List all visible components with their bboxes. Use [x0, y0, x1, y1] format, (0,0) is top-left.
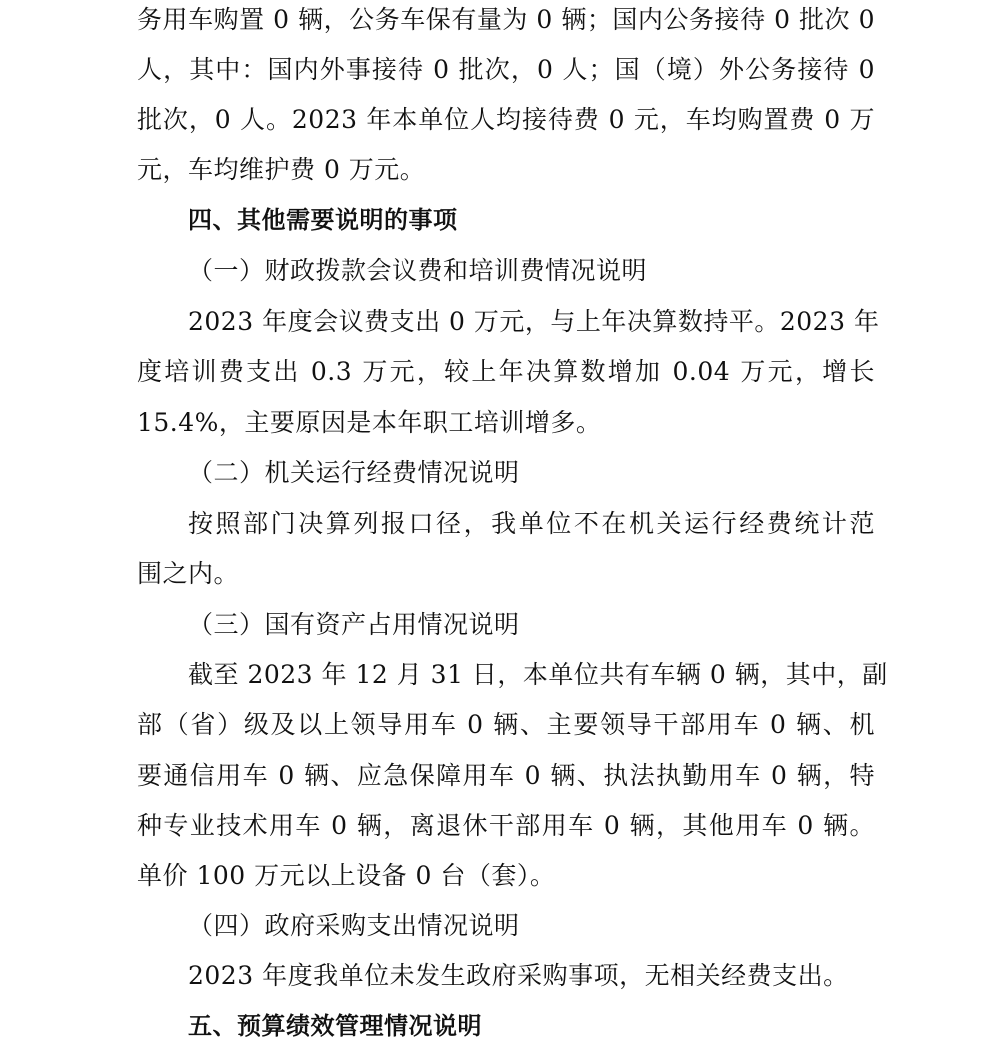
paragraph-line: 部（省）级及以上领导用车 0 辆、主要领导干部用车 0 辆、机: [137, 710, 875, 739]
section-heading-5: 五、预算绩效管理情况说明: [188, 1012, 482, 1040]
paragraph-line: 批次，0 人。2023 年本单位人均接待费 0 元，车均购置费 0 万: [137, 105, 875, 134]
paragraph-line: 截至 2023 年 12 月 31 日，本单位共有车辆 0 辆，其中，副: [188, 660, 888, 689]
paragraph-line: 按照部门决算列报口径，我单位不在机关运行经费统计范: [188, 509, 875, 538]
subsection-heading-4: （四）政府采购支出情况说明: [188, 911, 520, 940]
paragraph-line: 度培训费支出 0.3 万元，较上年决算数增加 0.04 万元，增长: [137, 357, 875, 386]
paragraph-line: 人，其中：国内外事接待 0 批次，0 人；国（境）外公务接待 0: [137, 55, 875, 84]
subsection-heading-3: （三）国有资产占用情况说明: [188, 610, 520, 639]
subsection-heading-2: （二）机关运行经费情况说明: [188, 458, 520, 487]
paragraph-line: 15.4%，主要原因是本年职工培训增多。: [137, 408, 602, 437]
paragraph-line: 要通信用车 0 辆、应急保障用车 0 辆、执法执勤用车 0 辆，特: [137, 761, 875, 790]
paragraph-line: 单价 100 万元以上设备 0 台（套）。: [137, 861, 556, 890]
paragraph-line: 务用车购置 0 辆，公务车保有量为 0 辆；国内公务接待 0 批次 0: [137, 5, 875, 34]
paragraph-line: 围之内。: [137, 559, 240, 588]
paragraph-line: 2023 年度我单位未发生政府采购事项，无相关经费支出。: [188, 961, 849, 990]
paragraph-line: 种专业技术用车 0 辆，离退休干部用车 0 辆，其他用车 0 辆。: [137, 811, 875, 840]
paragraph-line: 元，车均维护费 0 万元。: [137, 155, 426, 184]
subsection-heading-1: （一）财政拨款会议费和培训费情况说明: [188, 256, 648, 285]
paragraph-line: 2023 年度会议费支出 0 万元，与上年决算数持平。2023 年: [188, 307, 880, 336]
section-heading-4: 四、其他需要说明的事项: [188, 206, 458, 234]
